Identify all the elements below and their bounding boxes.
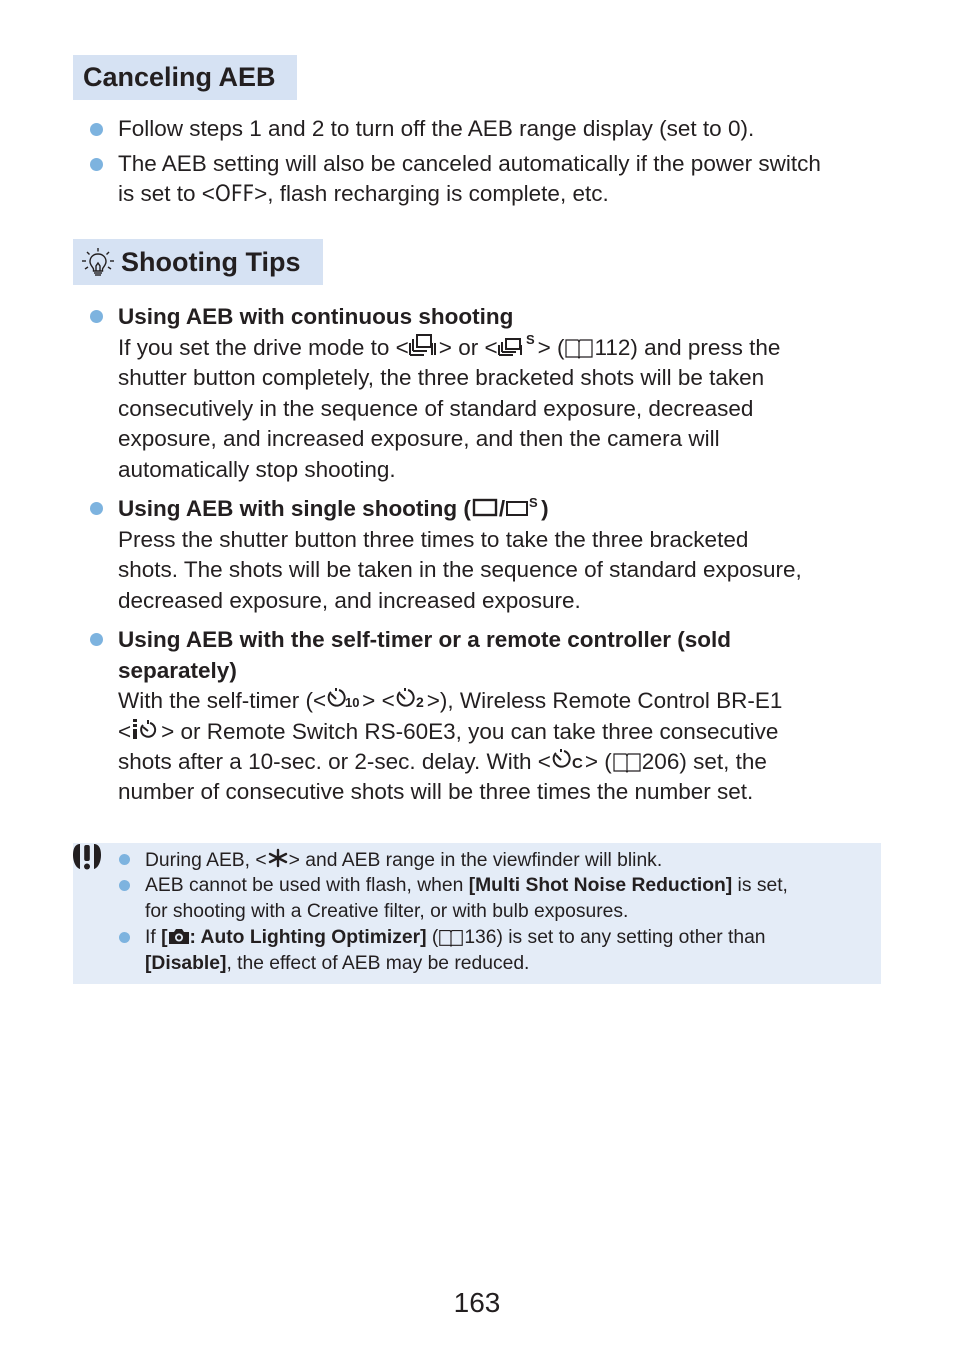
book-reference-icon bbox=[564, 337, 594, 359]
ae-lock-icon bbox=[267, 848, 289, 868]
section-title: Canceling AEB bbox=[83, 62, 276, 92]
svg-text:10: 10 bbox=[345, 695, 360, 710]
text-fragment: is set, bbox=[732, 875, 788, 896]
bullet-point bbox=[90, 502, 103, 515]
bullet-point bbox=[119, 854, 130, 865]
text-fragment: AEB cannot be used with flash, when bbox=[145, 875, 469, 896]
svg-text:C: C bbox=[571, 755, 583, 771]
text-fragment: > or < bbox=[438, 335, 498, 360]
body-text: Press the shutter button three times to take the three bracketed bbox=[118, 527, 749, 552]
text-fragment: ) bbox=[541, 496, 549, 521]
bullet-point bbox=[119, 932, 130, 943]
text-fragment: shots after a 10-sec. or 2-sec. delay. With < bbox=[118, 749, 551, 774]
remote-control-icon bbox=[131, 717, 161, 741]
menu-item-reference: [Multi Shot Noise Reduction] bbox=[468, 875, 733, 896]
section-heading-shooting-tips bbox=[73, 239, 323, 285]
self-timer-2s-icon bbox=[395, 686, 427, 710]
tip-heading: Using AEB with continuous shooting bbox=[118, 304, 514, 329]
book-reference-icon bbox=[612, 751, 642, 773]
body-text: automatically stop shooting. bbox=[118, 457, 396, 482]
note-text: for shooting with a Creative filter, or with bulb exposures. bbox=[145, 901, 629, 922]
body-text: consecutively in the sequence of standard exposure, decreased bbox=[118, 396, 754, 421]
text-fragment: If bbox=[145, 927, 162, 948]
single-shooting-icon bbox=[471, 496, 499, 518]
lightbulb-icon bbox=[79, 246, 117, 278]
text-fragment: 112) and press the bbox=[594, 335, 781, 360]
note-text bbox=[145, 873, 788, 899]
menu-item-reference: : Auto Lighting Optimizer] bbox=[189, 927, 427, 948]
body-text: shutter button completely, the three bracketed shots will be taken bbox=[118, 365, 765, 390]
text-fragment: With the self-timer (< bbox=[118, 688, 327, 713]
text-fragment: If you set the drive mode to < bbox=[118, 335, 409, 360]
note-text bbox=[145, 925, 766, 951]
off-symbol: OFF bbox=[214, 181, 255, 207]
text-fragment: , the effect of AEB may be reduced. bbox=[226, 953, 530, 974]
silent-single-shooting-icon bbox=[505, 496, 541, 518]
body-text bbox=[118, 179, 609, 210]
bullet-point bbox=[119, 880, 130, 891]
section-heading-canceling-aeb bbox=[73, 55, 297, 100]
body-text: shots. The shots will be taken in the sequence of standard exposure, bbox=[118, 557, 802, 582]
text-fragment: During AEB, < bbox=[145, 850, 267, 871]
text-fragment: 206) set, the bbox=[641, 749, 767, 774]
text-fragment: [ bbox=[161, 927, 168, 948]
text-fragment: >), Wireless Remote Control BR-E1 bbox=[426, 688, 783, 713]
tip-heading: separately) bbox=[118, 658, 237, 683]
text-fragment: is set to < bbox=[118, 181, 215, 206]
bullet-point bbox=[90, 158, 103, 171]
body-text: decreased exposure, and increased exposure. bbox=[118, 588, 581, 613]
text-fragment: > ( bbox=[537, 335, 565, 360]
text-fragment: / bbox=[498, 496, 506, 521]
text-fragment: Using AEB with single shooting ( bbox=[118, 496, 471, 521]
section-title: Shooting Tips bbox=[121, 246, 301, 277]
body-text bbox=[118, 333, 780, 364]
caution-icon bbox=[72, 842, 102, 872]
page-number: 163 bbox=[453, 1287, 501, 1318]
self-timer-continuous-icon bbox=[551, 747, 585, 771]
body-text: Follow steps 1 and 2 to turn off the AEB range display (set to 0). bbox=[118, 116, 755, 141]
continuous-shooting-icon bbox=[409, 333, 439, 357]
text-fragment: > and AEB range in the viewfinder will blink. bbox=[288, 850, 663, 871]
svg-text:2: 2 bbox=[415, 694, 424, 710]
menu-item-reference: [Disable] bbox=[145, 953, 227, 974]
text-fragment: > ( bbox=[584, 749, 612, 774]
text-fragment: 136) is set to any setting other than bbox=[464, 927, 766, 948]
tip-heading: Using AEB with the self-timer or a remote controller (sold bbox=[118, 627, 732, 652]
bullet-point bbox=[90, 123, 103, 136]
text-fragment: < bbox=[118, 719, 132, 744]
book-reference-icon bbox=[438, 928, 464, 947]
text-fragment: >, flash recharging is complete, etc. bbox=[254, 181, 609, 206]
body-text: exposure, and increased exposure, and then the camera will bbox=[118, 426, 720, 451]
bullet-point bbox=[90, 310, 103, 323]
note-text bbox=[145, 848, 662, 874]
note-text bbox=[145, 951, 529, 977]
bullet-point bbox=[90, 633, 103, 646]
body-text: The AEB setting will also be canceled automatically if the power switch bbox=[118, 151, 821, 176]
svg-text:S: S bbox=[525, 333, 535, 347]
body-text: number of consecutive shots will be three times the number set. bbox=[118, 779, 754, 804]
body-text bbox=[118, 747, 767, 778]
camera-icon bbox=[168, 927, 190, 945]
body-text bbox=[118, 686, 782, 717]
body-text bbox=[118, 717, 778, 748]
silent-continuous-shooting-icon bbox=[498, 333, 538, 357]
text-fragment: > or Remote Switch RS-60E3, you can take three consecutive bbox=[161, 719, 779, 744]
self-timer-10s-icon bbox=[326, 686, 362, 710]
svg-text:S: S bbox=[529, 496, 538, 510]
text-fragment: > < bbox=[362, 688, 395, 713]
tip-heading bbox=[118, 494, 549, 525]
text-fragment: ( bbox=[426, 927, 439, 948]
